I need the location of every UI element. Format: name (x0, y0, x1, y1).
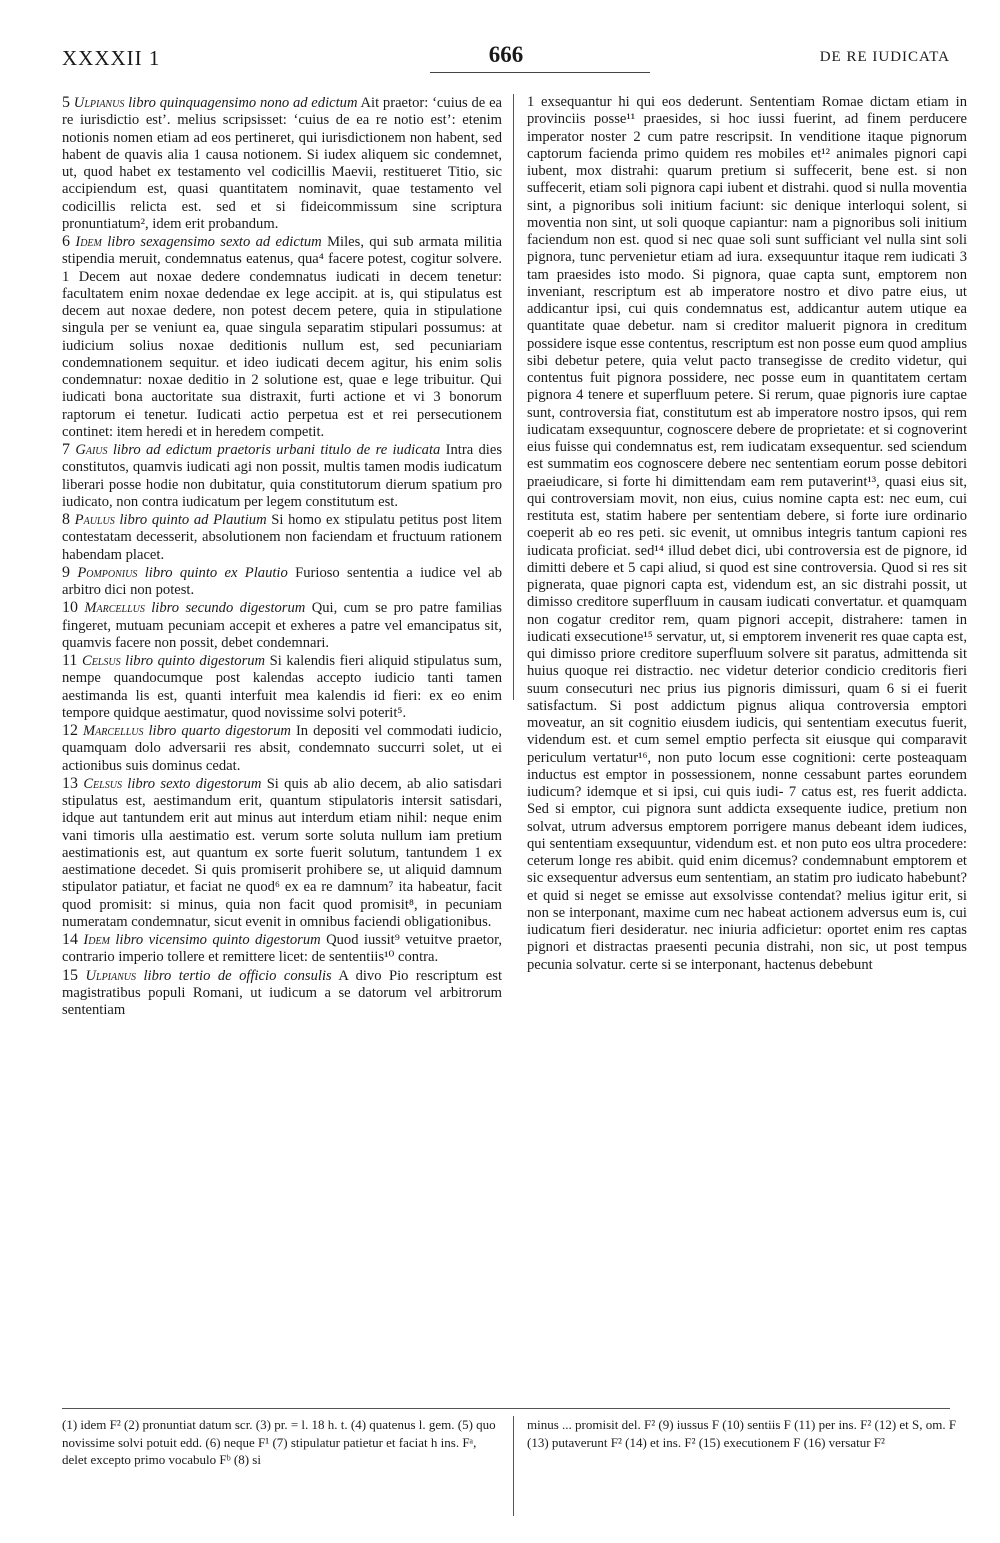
fragment (62, 441, 502, 511)
fragment-source: libro quinto digestorum (125, 653, 266, 669)
fragment-number: 12 (62, 722, 78, 739)
fragment-text: Si quis ab alio decem, ab alio satisdari stipulatus est, aestimandum erit, quantum stipulatoris intersit satisdari, idque aut tantundem erit aut minus aut interdum etiam nihil: neque enim vani timoris ulla aestimatio est. verum sorte soluta nullum iam pretium aestimationis est, aut quantum ex sorte fuerit solutum, tantundem 1 ex aestimatione decedet. Si quis promiserit prohibere se, ut aliquid damnum stipulator patiatur, et faciat ne quod⁶ ex ea re damnum⁷ ita habeatur, facit quod promisit: si minus, quia non facit quod promisit⁸, in pecuniam numeratam condemnatur, sicut evenit in omnibus faciendi obligationibus. (62, 775, 502, 930)
fragment (62, 511, 502, 564)
fragment-author: Idem (75, 234, 102, 250)
header-book-title: XXXXII 1 (62, 46, 161, 70)
fragment-source: libro vicensimo quinto digestorum (115, 932, 321, 948)
fragment-author: Paulus (74, 512, 115, 528)
fragment (62, 233, 502, 441)
fragment (62, 652, 502, 722)
fragment-source: libro quinto ad Plautium (119, 512, 267, 528)
fragment-source: libro quinquagensimo nono ad edictum (128, 95, 358, 111)
fragment (62, 94, 502, 233)
fragment-source: libro ad edictum praetoris urbani titulo de re iudicata (112, 442, 441, 458)
footnotes-right: minus ... promisit del. F² (9) iussus F (10) sentiis F (11) per ins. F² (12) et S, om. F (13) putaverunt F² (14) et ins. F² (15) executionem F (16) versatur F² (527, 1417, 957, 1450)
fragment-text: Miles, qui sub armata militia stipendia meruit, condemnatus eatenus, qua⁴ facere potest, cogitur solvere. 1 Decem aut noxae dedere condemnatus iudicati in decem tenetur: facultatem enim noxae dedendae ex lege accipit. at is, qui stipulatus est decem aut noxae dedere, non potest decem petere, quia in stipulatione singula per se veniunt ea, quae singula separatim stipulari possumus: at iudicium solius noxae deditionis nullum est, sed pecuniariam condemnationem sequitur. et ideo iudicati decem agitur, his enim solis condemnatur: noxae deditio in 2 solutione est, quae e lege tribuitur. Qui iudicati bona auctoritate sua distraxit, furti actione et vi 3 bonorum raptorum ei tenetur. Iudicati actio perpetua est et rei persecutionem continet: item heredi et in heredem competit. (62, 234, 503, 440)
footnotes-left: (1) idem F² (2) pronuntiat datum scr. (3) pr. = l. 18 h. t. (4) quatenus l. gem. (5) quo novissime solvi potuit edd. (6) neque F¹ (7) stipulatur patietur et faciat h ins. Fᵃ, delet excepto primo vocabulo Fᵇ (8) si (62, 1417, 496, 1467)
fragment-author: Ulpianus (73, 95, 125, 111)
header-section-title: DE RE IUDICATA (819, 49, 950, 65)
fragment-author: Marcellus (83, 723, 144, 739)
fragment (62, 599, 502, 652)
text-columns (62, 94, 967, 1018)
fragment-number: 14 (62, 931, 78, 948)
fragment-author: Pomponius (77, 564, 138, 581)
fragment-author: Marcellus (84, 600, 145, 617)
fragment (62, 775, 502, 931)
fragment-number: 10 (62, 599, 78, 617)
footnote-rule (62, 1408, 950, 1409)
column-divider (513, 94, 514, 700)
right-column (527, 94, 967, 974)
fragment (62, 564, 502, 600)
fragment-number: 7 (62, 441, 70, 458)
fragment-number: 13 (62, 774, 78, 792)
fragment-source: libro tertio de officio consulis (143, 967, 332, 984)
fragment-author: Idem (83, 932, 110, 948)
running-header (62, 40, 950, 80)
fragment-source: libro secundo digestorum (151, 600, 306, 617)
fragment-text: Si homo ex stipulatu petitus post litem contestatam decesserit, absolutionem non faciendam et fructuum rationem habendam placet. (62, 512, 502, 563)
fragment-source: libro sexagensimo sexto ad edictum (107, 234, 322, 250)
footnote-divider (513, 1416, 514, 1516)
fragment (62, 931, 502, 967)
fragment-text: Intra dies constitutos, quamvis iudicati agi non possit, multis tamen modis iudicatum liberari posse hodie non dubitatur, quia constitutorum dierum spatium pro iudicato, non contra iudicatum per legem constitutum est. (62, 442, 502, 510)
fragment-source: libro quarto digestorum (148, 723, 291, 739)
fragment-text: Furioso sententia a iudice vel ab arbitro dici non potest. (62, 564, 502, 598)
fragment (62, 967, 502, 1020)
fragment-author: Celsus (81, 653, 121, 669)
header-rule (430, 72, 650, 73)
fragment-number: 8 (62, 511, 70, 528)
fragment-text: Qui, cum se pro patre familias fingeret, mutuam pecuniam accepit et exheres a patre vel emancipatus sit, quamvis facere non possit, debet condemnari. (62, 600, 502, 651)
left-column (62, 94, 502, 1019)
fragment-number: 11 (62, 652, 78, 669)
fragment-text: Quod iussit⁹ vetuitve praetor, contrario imperio tollere et remittere licet: de sententiis¹⁰ contra. (62, 932, 503, 966)
fragment-author: Celsus (83, 775, 122, 792)
fragment-source: libro quinto ex Plautio (144, 564, 288, 581)
fragment-number: 15 (62, 966, 78, 984)
fragment-text: In depositi vel commodati iudicio, quamquam dolo adversarii res absit, condemnato succurri solet, ut ei actionibus suis dominus cedat. (62, 723, 502, 774)
fragment-number: 6 (62, 233, 70, 250)
page-number: 666 (488, 42, 524, 67)
fragment-author: Gaius (75, 442, 108, 458)
fragment-number: 9 (62, 563, 70, 581)
fragment-number: 5 (62, 94, 70, 111)
fragment-source: libro sexto digestorum (127, 775, 262, 792)
fragment-text: Ait praetor: ‘cuius de ea re iurisdictio est’. melius scripsisset: ‘cuius de ea re notio est’: etenim notionis nomen etiam ad eos pertineret, qui iurisdictionem non habent, sed habent de quavis alia 1 causa notionem. Si iudex aliquem sic condemnet, ut, quod habet ex testamento vel codicillis Maevii, restitueret Titio, sic accipiendum est, quasi quantitatem nominavit, quae testamento vel codicillis relicta est. sed et si fideicommissum sine scriptura pronuntiatum², idem erit probandum. (62, 95, 503, 232)
fragment (62, 722, 502, 775)
fragment-text: A divo Pio rescriptum est magistratibus populi Romani, ut iudicum a se datorum vel arbitrorum sententiam (62, 967, 502, 1018)
right-column-text: 1 exsequantur hi qui eos dederunt. Sententiam Romae dictam etiam in provinciis posse¹¹ praesides, si hoc iussi fuerint, ad finem perducere imperator noster 2 cum patre rescripsit. In venditione itaque pignorum captorum facienda primo quidem res mobiles et¹² animales pignori capi iubent, mox distrahi: quarum pretium si suffecerit, bene est. si non suffecerit, etiam soli pignora capi iubent et distrahi. quod si nulla moventia sint, a pignoribus soli initium faciunt: sic denique interloqui solent, si moventia non sint, ut soli quoque capiantur: nam a pignoribus soli initium faciendum non est. quod si nec quae soli sunt sufficiant vel nulla sint soli pignora, tunc pervenietur etiam ad iura. exsequuntur itaque rem iudicati 3 tam praesides isto modo. Si pignora, quae capta sunt, emptorem non inveniant, rescriptum est ab imperatore nostro et divo patre eius, ut addicantur ipsi, cui quis condemnatus est, addicantur autem utique ea quantitate quae debetur. nam si creditor maluerit pignora in creditum possidere isque esse contentus, rescriptum est non posse eum quod amplius sibi debetur petere, quia velut pacto transegisse de credito videtur, qui contentus fuit pignora possidere, nec posse eum in quantitatem certam pignora 4 tenere et superfluum petere. Si rerum, quae pignoris iure captae sunt, controversia fiat, constitutum est ab imperatore nostro ipsos, qui rem iudicatam exsequuntur, cognoscere debere de proprietate: et si cognoverint eius fuisse qui condemnatus est, rem iudicatam exsequentur. sed sciendum est summatim eos cognoscere debere nec sententiam eorum posse debitori praeiudicare, si forte hi dimittendam eam rem putaverint¹³, quasi eius sit, qui controversiam movit, non eius, cuius nomine capta est: nec eum, cui restituta est, statim habere per sententiam debere, si forte iure ordinario coeperit ab eo res peti. sic evenit, ut omnibus integris tantum capioni res iudicata proficiat. sed¹⁴ illud debet dici, ubi controversia est de pignore, id dimitti debere et 5 capi aliud, si quod est sine controversia. Quod si res sit pignerata, quae pignori capta est, videndum est, an sic distrahi possit, ut dimisso creditore superfluum in causam iudicati convertatur. et quamquam non cogatur creditor rem, quam pignori accepit, distrahere: tamen in iudicati exsecutione¹⁵ servatur, ut, si emptorem invenerit res quae capta est, qui dimisso priore creditore superfluum solvere sit paratus, admittenda sit huius quoque rei distractio. nec videtur deterior condicio creditoris fieri suum consecuturi nec prius ius pignoris dimissuri, quam 6 si ei fuerit satisfactum. Si post addictum pignus aliqua controversia emptori moveatur, an sit cognitio eiusdem iudicis, qui sententiam executus fuerit, videndum est. et cum semel emptio perfecta sit eiusque qui comparavit periculum vertatur¹⁶, non puto locum esse cognitioni: certe posteaquam inductus est emptor in possessionem, nonne cessabunt partes eorundem iudicum? idemque et si ipsi, cui quis iudi- 7 catus est, res fuerit addicta. Sed si emptor, cui pignora sunt addicta exsequente iudice, pretium non solvat, utrum adversus emptorem porrigere manus debeant idem iudices, qui sententiam exsequuntur, videndum est. et non puto eos ultra procedere: ceterum longe res abibit. quid enim dicemus? condemnabunt emptorem et sic exsequentur adversus eum sententiam, an statim pro iudicato habebunt? et quid si neget se emisse aut exsolvisse contendat? melius igitur erit, si non se interponant, maxime cum nec habeat actionem adversus eum is, cui iudicatum fieri desideratur. nec iniuria adficietur: oportet enim res captas pignori et distractas praesenti pecunia distrahi, non sic, ut post tempus pecunia solvatur. certe si se interponant, hactenus debebunt (527, 94, 967, 973)
fragment-author: Ulpianus (85, 967, 137, 984)
fragment-text: Si kalendis fieri aliquid stipulatus sum, nempe quandocumque post kalendas accepto iudicio tanti tamen aestimanda lis est, quanti interfuit mea kalendis id fieri: ex eo enim tempore quidque aestimatur, quod novissime solvi poterit⁵. (62, 653, 502, 721)
